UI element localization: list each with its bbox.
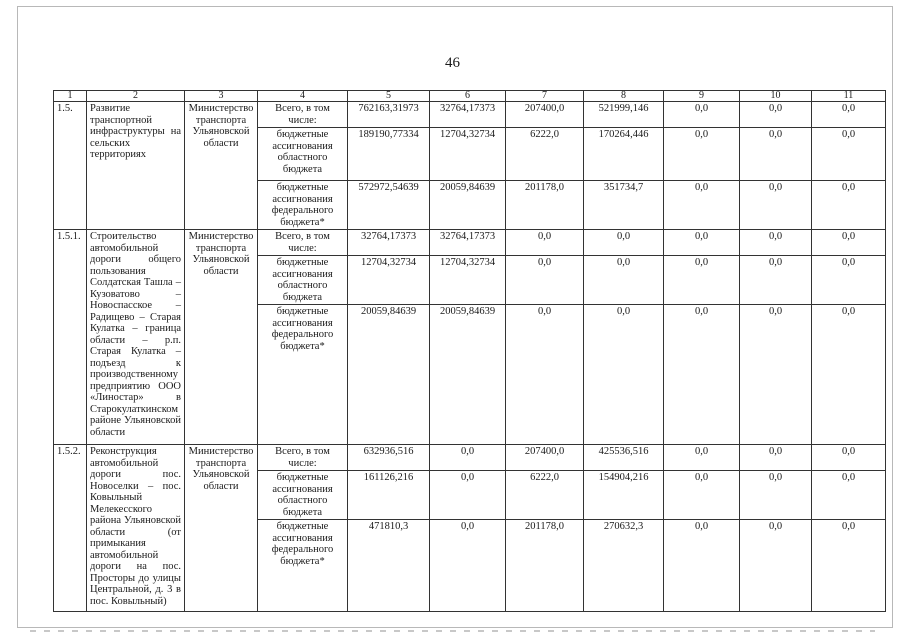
amount-cell: 762163,31973 [348,102,430,128]
amount-cell: 0,0 [664,471,740,520]
amount-cell: 425536,516 [584,445,664,471]
funding-source: бюджетные ассигнования областного бюджета [258,128,348,181]
amount-cell: 0,0 [812,445,886,471]
funding-source: бюджетные ассигнования федерального бюджета* [258,181,348,230]
amount-cell: 0,0 [664,102,740,128]
table-row [54,230,886,256]
amount-cell: 207400,0 [506,102,584,128]
amount-cell: 0,0 [584,305,664,445]
item-description: Строительство автомобильной дороги общего пользования Солдатская Ташла – Кузоватово – Новоспасское – Радищево – Старая Кулатка – граница области – р.п. Старая Кулатка – подъезд к производственному предприятию ООО «Линостар» в Старокулаткинском районе Ульяновской области [87,230,185,445]
amount-cell: 0,0 [740,471,812,520]
amount-cell: 0,0 [506,230,584,256]
scan-noise [30,630,875,632]
amount-cell: 0,0 [740,230,812,256]
amount-cell: 0,0 [430,520,506,612]
amount-cell: 521999,146 [584,102,664,128]
amount-cell: 0,0 [664,305,740,445]
funding-source: бюджетные ассигнования областного бюджета [258,471,348,520]
item-description: Развитие транспортной инфраструктуры на сельских территориях [87,102,185,230]
funding-source: бюджетные ассигнования федерального бюджета* [258,305,348,445]
amount-cell: 351734,7 [584,181,664,230]
column-header: 5 [348,91,430,102]
amount-cell: 0,0 [740,256,812,305]
item-number: 1.5. [54,102,87,230]
amount-cell: 0,0 [664,256,740,305]
item-executor: Министерство транспорта Ульяновской области [185,445,258,612]
amount-cell: 0,0 [430,471,506,520]
amount-cell: 0,0 [740,520,812,612]
header-row [54,91,886,102]
amount-cell: 170264,446 [584,128,664,181]
amount-cell: 0,0 [740,181,812,230]
funding-source: бюджетные ассигнования областного бюджета [258,256,348,305]
amount-cell: 12704,32734 [348,256,430,305]
amount-cell: 0,0 [812,102,886,128]
column-header: 6 [430,91,506,102]
amount-cell: 632936,516 [348,445,430,471]
amount-cell: 0,0 [584,256,664,305]
amount-cell: 0,0 [664,230,740,256]
amount-cell: 20059,84639 [430,181,506,230]
item-description: Реконструкция автомобильной дороги пос. Новоселки – пос. Ковыльный Мелекесского района Ульяновской области (от примыкания автомобильной дороги на пос. Просторы до улицы Центральной, д. 3 в пос. Ковыльный) [87,445,185,612]
amount-cell: 201178,0 [506,181,584,230]
column-header: 8 [584,91,664,102]
column-header: 7 [506,91,584,102]
amount-cell: 12704,32734 [430,128,506,181]
amount-cell: 154904,216 [584,471,664,520]
amount-cell: 0,0 [812,471,886,520]
amount-cell: 32764,17373 [430,230,506,256]
funding-source: Всего, в том числе: [258,102,348,128]
amount-cell: 0,0 [812,128,886,181]
column-header: 9 [664,91,740,102]
amount-cell: 0,0 [664,445,740,471]
amount-cell: 0,0 [430,445,506,471]
amount-cell: 0,0 [664,128,740,181]
page-number: 46 [445,55,460,71]
amount-cell: 0,0 [812,230,886,256]
amount-cell: 0,0 [740,305,812,445]
item-executor: Министерство транспорта Ульяновской области [185,102,258,230]
amount-cell: 32764,17373 [430,102,506,128]
funding-source: Всего, в том числе: [258,445,348,471]
funding-source: бюджетные ассигнования федерального бюджета* [258,520,348,612]
amount-cell: 207400,0 [506,445,584,471]
table-row [54,102,886,128]
item-number: 1.5.1. [54,230,87,445]
column-header: 1 [54,91,87,102]
amount-cell: 0,0 [812,305,886,445]
amount-cell: 0,0 [812,181,886,230]
column-header: 11 [812,91,886,102]
amount-cell: 0,0 [506,305,584,445]
column-header: 10 [740,91,812,102]
column-header: 4 [258,91,348,102]
amount-cell: 201178,0 [506,520,584,612]
item-executor: Министерство транспорта Ульяновской области [185,230,258,445]
amount-cell: 0,0 [740,445,812,471]
amount-cell: 161126,216 [348,471,430,520]
funding-source: Всего, в том числе: [258,230,348,256]
amount-cell: 0,0 [812,520,886,612]
amount-cell: 20059,84639 [430,305,506,445]
amount-cell: 12704,32734 [430,256,506,305]
amount-cell: 471810,3 [348,520,430,612]
column-header: 3 [185,91,258,102]
amount-cell: 32764,17373 [348,230,430,256]
column-header: 2 [87,91,185,102]
amount-cell: 572972,54639 [348,181,430,230]
amount-cell: 6222,0 [506,128,584,181]
amount-cell: 189190,77334 [348,128,430,181]
amount-cell: 270632,3 [584,520,664,612]
amount-cell: 0,0 [506,256,584,305]
item-number: 1.5.2. [54,445,87,612]
amount-cell: 20059,84639 [348,305,430,445]
amount-cell: 6222,0 [506,471,584,520]
amount-cell: 0,0 [740,128,812,181]
amount-cell: 0,0 [740,102,812,128]
budget-table [53,90,886,612]
amount-cell: 0,0 [664,181,740,230]
amount-cell: 0,0 [664,520,740,612]
amount-cell: 0,0 [812,256,886,305]
amount-cell: 0,0 [584,230,664,256]
table-row [54,445,886,471]
